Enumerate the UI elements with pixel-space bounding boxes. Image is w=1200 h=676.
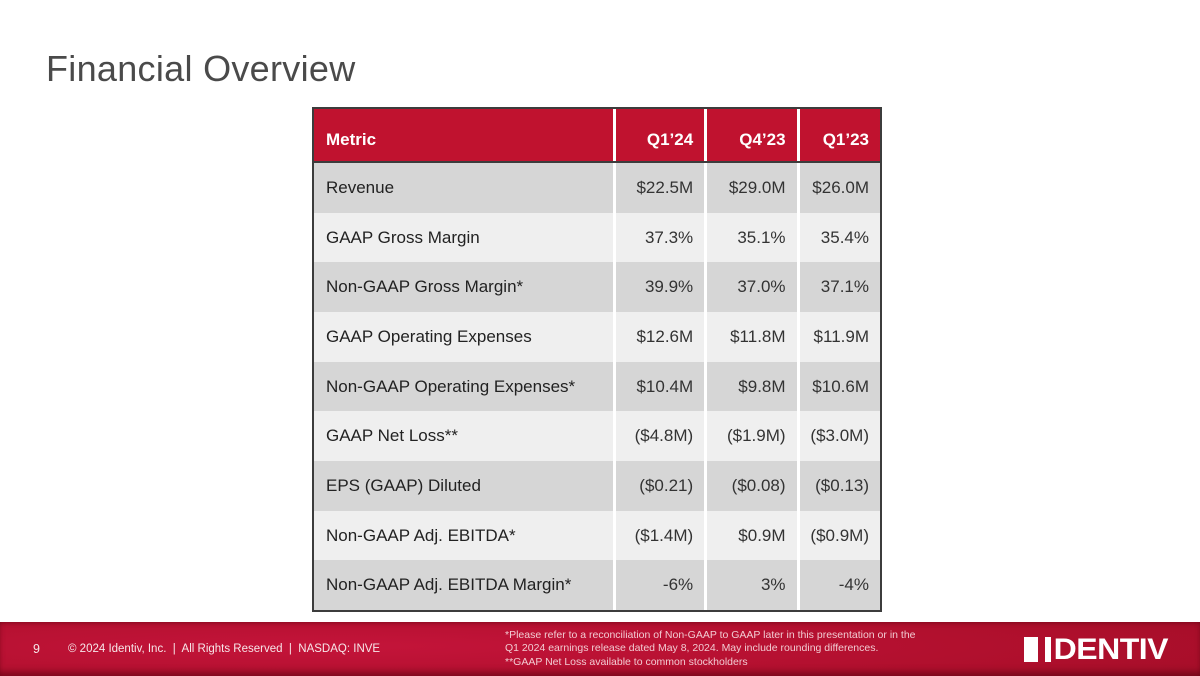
value-cell: 35.1% — [704, 213, 796, 263]
value-cell: $10.4M — [613, 362, 704, 412]
value-cell: $22.5M — [613, 163, 704, 213]
value-cell: ($0.08) — [704, 461, 796, 511]
value-cell: 37.3% — [613, 213, 704, 263]
value-cell: $11.9M — [797, 312, 880, 362]
value-cell: $12.6M — [613, 312, 704, 362]
value-cell: 39.9% — [613, 262, 704, 312]
value-cell: ($4.8M) — [613, 411, 704, 461]
value-cell: ($1.4M) — [613, 511, 704, 561]
footnote-line: Q1 2024 earnings release dated May 8, 2024. May include rounding differences. — [505, 642, 879, 655]
footnotes — [505, 629, 916, 669]
metric-cell: Non-GAAP Operating Expenses* — [326, 376, 576, 396]
table-row — [314, 213, 880, 263]
metric-cell: GAAP Gross Margin — [326, 227, 480, 247]
value-cell: 3% — [704, 560, 796, 610]
value-cell: ($3.0M) — [797, 411, 880, 461]
identiv-logo-text: DENTIV — [1053, 632, 1168, 666]
value-cell: -4% — [797, 560, 880, 610]
value-cell: 37.1% — [797, 262, 880, 312]
col-header-metric: Metric — [326, 130, 377, 149]
metric-cell: GAAP Net Loss** — [326, 426, 458, 446]
value-cell: $26.0M — [797, 163, 880, 213]
value-cell: 35.4% — [797, 213, 880, 263]
value-cell: $10.6M — [797, 362, 880, 412]
table-row — [314, 411, 880, 461]
table-row — [314, 560, 880, 610]
table-header-row — [314, 109, 880, 163]
identiv-logo — [1024, 633, 1168, 665]
value-cell: ($0.21) — [613, 461, 704, 511]
table-row — [314, 262, 880, 312]
col-header-q1-24: Q1’24 — [613, 109, 704, 161]
value-cell: ($1.9M) — [704, 411, 796, 461]
value-cell: ($0.13) — [797, 461, 880, 511]
footer-bar — [0, 622, 1200, 676]
footnote-line: **GAAP Net Loss available to common stockholders — [505, 655, 748, 668]
value-cell: 37.0% — [704, 262, 796, 312]
table-row — [314, 511, 880, 561]
table-row — [314, 461, 880, 511]
table-row — [314, 312, 880, 362]
value-cell: -6% — [613, 560, 704, 610]
metric-cell: EPS (GAAP) Diluted — [326, 475, 481, 495]
metric-cell: Non-GAAP Gross Margin* — [326, 277, 524, 297]
copyright-text: © 2024 Identiv, Inc. | All Rights Reserved | NASDAQ: INVE — [68, 643, 381, 655]
metric-cell: GAAP Operating Expenses — [326, 326, 532, 346]
identiv-logo-d-stem — [1045, 637, 1051, 662]
metric-cell: Non-GAAP Adj. EBITDA* — [326, 525, 516, 545]
table-row — [314, 163, 880, 213]
col-header-q1-23: Q1’23 — [797, 109, 880, 161]
value-cell: $9.8M — [704, 362, 796, 412]
value-cell: $29.0M — [704, 163, 796, 213]
identiv-logo-i-bar — [1024, 637, 1038, 662]
value-cell: $11.8M — [704, 312, 796, 362]
value-cell: $0.9M — [704, 511, 796, 561]
col-header-q4-23: Q4’23 — [704, 109, 796, 161]
metric-cell: Non-GAAP Adj. EBITDA Margin* — [326, 575, 572, 595]
page-title: Financial Overview — [46, 48, 356, 89]
value-cell: ($0.9M) — [797, 511, 880, 561]
table-row — [314, 362, 880, 412]
page-number: 9 — [33, 642, 40, 656]
footnote-line: *Please refer to a reconciliation of Non-GAAP to GAAP later in this presentation or in the — [505, 628, 916, 641]
financial-table — [312, 107, 882, 612]
metric-cell: Revenue — [326, 177, 395, 197]
table-body — [314, 163, 880, 610]
